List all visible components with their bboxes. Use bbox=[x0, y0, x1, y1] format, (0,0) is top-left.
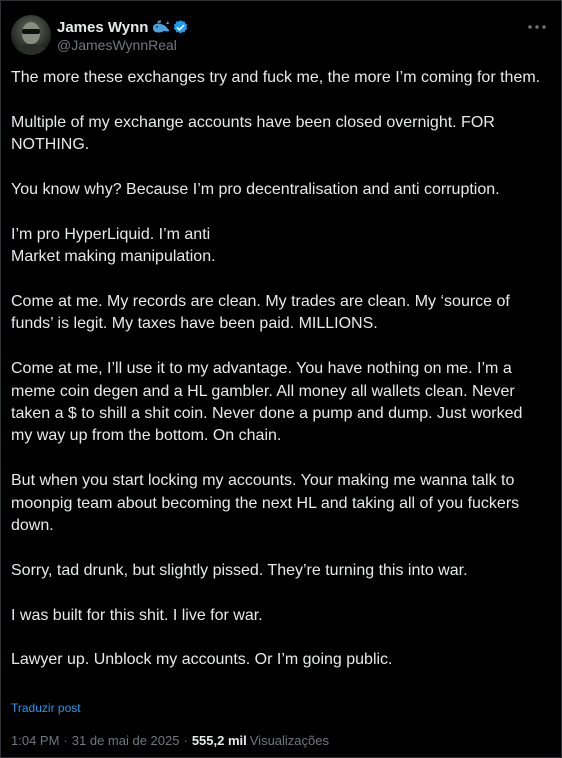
tweet-paragraph: Lawyer up. Unblock my accounts. Or I’m going public. bbox=[11, 651, 393, 669]
tweet-paragraph: I was built for this shit. I live for war. bbox=[11, 606, 263, 624]
whale-icon bbox=[152, 20, 170, 34]
tweet-paragraph: I’m pro HyperLiquid. I’m anti Market making manipulation. bbox=[11, 225, 216, 266]
more-options-icon[interactable] bbox=[527, 17, 547, 37]
views-label: Visualizações bbox=[249, 733, 330, 748]
tweet-paragraph: Sorry, tad drunk, but slightly pissed. They’re turning this into war. bbox=[11, 561, 468, 579]
tweet-paragraph: The more these exchanges try and fuck me, the more I’m coming for them. bbox=[11, 69, 541, 86]
meta-separator: · bbox=[183, 733, 188, 748]
tweet-header bbox=[11, 15, 555, 59]
views-count: 555,2 mil bbox=[191, 733, 247, 748]
avatar[interactable] bbox=[11, 15, 51, 55]
verified-badge-icon bbox=[172, 19, 189, 36]
author-name-row bbox=[57, 17, 189, 37]
meta-separator: · bbox=[63, 733, 68, 748]
tweet-paragraph: Come at me, I’ll use it to my advantage. You have nothing on me. I’m a meme coin degen and a HL gambler. All money all wallets clean. Never taken a $ to shill a shit coin. Never done a pump and dump. Just worked my way up from the bottom. On chain. bbox=[11, 360, 523, 445]
author-display-name[interactable]: James Wynn bbox=[57, 18, 149, 36]
tweet-time[interactable]: 1:04 PM bbox=[11, 733, 60, 748]
tweet-paragraph: You know why? Because I’m pro decentralisation and anti corruption. bbox=[11, 181, 500, 198]
tweet-text bbox=[11, 67, 547, 672]
tweet-paragraph: Multiple of my exchange accounts have been closed overnight. FOR NOTHING. bbox=[11, 113, 495, 154]
tweet-date[interactable]: 31 de mai de 2025 bbox=[71, 733, 180, 748]
translate-post-link[interactable]: Traduzir post bbox=[11, 701, 81, 715]
tweet-paragraph: But when you start locking my accounts. Your making me wanna talk to moonpig team about becoming the next HL and taking all of you fuckers down. bbox=[11, 472, 520, 535]
author-handle[interactable]: @JamesWynnReal bbox=[57, 37, 177, 53]
tweet-metadata bbox=[11, 733, 329, 748]
tweet-paragraph: Come at me. My records are clean. My trades are clean. My ‘source of funds’ is legit. My taxes have been paid. MILLIONS. bbox=[11, 293, 510, 333]
